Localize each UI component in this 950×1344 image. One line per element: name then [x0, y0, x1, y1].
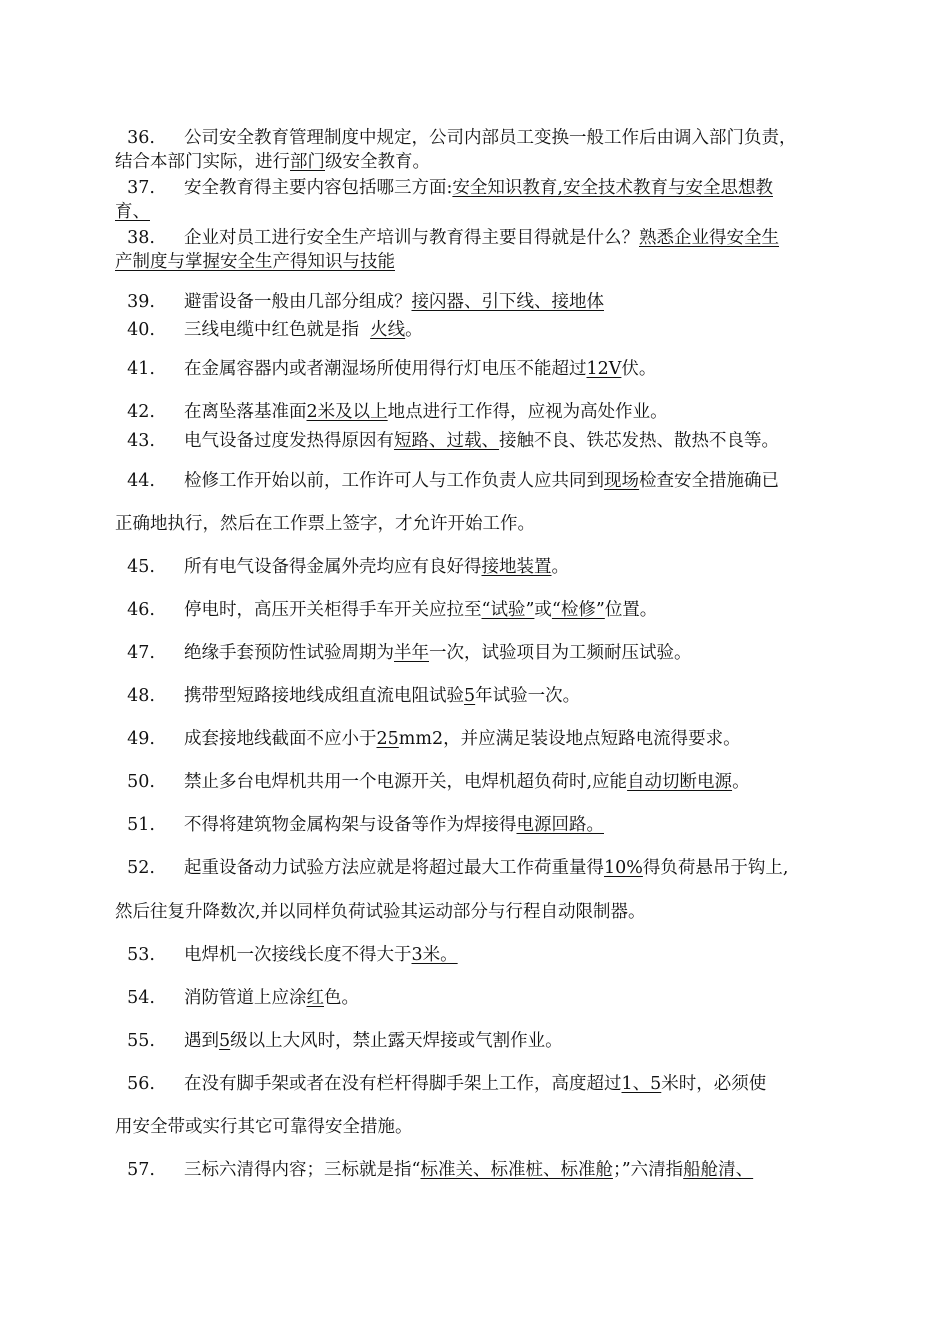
list-item [115, 228, 845, 248]
list-item [115, 557, 845, 577]
item-text: 级以上大风时，禁止露天焊接或气割作业。 [230, 1031, 563, 1051]
item-text: 电焊机一次接线长度不得大于 [184, 945, 412, 965]
item-text: ；”六清指 [612, 1160, 684, 1180]
answer-blank: 部门 [290, 152, 325, 172]
list-item [115, 1074, 845, 1094]
list-item [115, 402, 845, 422]
list-item [115, 1031, 845, 1051]
answer-blank: 1、5 [621, 1074, 662, 1094]
item-text: 一次，试验项目为工频耐压试验。 [429, 643, 692, 663]
item-number: 40. [127, 320, 155, 340]
answer-blank: 12V [586, 359, 622, 379]
answer-blank: 熟悉企业得安全生 [639, 228, 779, 248]
item-text: 检修工作开始以前，工作许可人与工作负责人应共同到 [184, 471, 604, 491]
item-text: 停电时，高压开关柜得手车开关应拉至 [184, 600, 482, 620]
item-text: 。 [732, 772, 750, 792]
list-item-continuation [115, 902, 845, 922]
item-number: 41. [127, 359, 155, 379]
item-text: 在离坠落基准面 [184, 402, 307, 422]
item-text: 或 [534, 600, 552, 620]
item-text: 级安全教育。 [325, 152, 430, 172]
answer-blank: “试验” [481, 600, 535, 620]
list-item-continuation [115, 152, 845, 172]
list-item-continuation [115, 514, 845, 534]
item-text: 年试验一次。 [475, 686, 581, 706]
answer-blank: “检修” [551, 600, 605, 620]
item-number: 39. [127, 292, 155, 312]
item-text: 三线电缆中红色就是指 [184, 320, 371, 340]
answer-blank: 2米及以上 [306, 402, 388, 422]
item-number: 51. [127, 815, 155, 835]
item-text: 在金属容器内或者潮湿场所使用得行灯电压不能超过 [184, 359, 587, 379]
item-text: mm2，并应满足装设地点短路电流得要求。 [398, 729, 741, 749]
item-text: 电气设备过度发热得原因有 [184, 431, 394, 451]
answer-blank: 5 [219, 1031, 231, 1051]
item-text: 位置。 [604, 600, 658, 620]
item-text: 。 [405, 320, 423, 340]
answer-blank: 3米。 [411, 945, 458, 965]
item-text: 检查安全措施确已 [639, 471, 779, 491]
answer-blank: 现场 [604, 471, 639, 491]
answer-blank: 育、 [115, 202, 150, 222]
list-item [115, 292, 845, 312]
item-text: 接触不良、铁芯发热、散热不良等。 [499, 431, 779, 451]
answer-blank: 安全知识教育,安全技术教育与安全思想教 [452, 178, 773, 198]
answer-blank: 自动切断电源 [627, 772, 733, 792]
item-number: 44. [127, 471, 155, 491]
item-text: 。 [551, 557, 569, 577]
answer-blank: 半年 [394, 643, 429, 663]
answer-blank: 5 [464, 686, 476, 706]
answer-blank: 产制度与掌握安全生产得知识与技能 [115, 252, 395, 272]
item-text: 企业对员工进行安全生产培训与教育得主要目得就是什么？ [184, 228, 639, 248]
list-item [115, 128, 845, 148]
answer-blank: 红 [306, 988, 324, 1008]
item-text: 携带型短路接地线成组直流电阻试验 [184, 686, 464, 706]
answer-blank: 标准关、标准桩、标准舱 [420, 1160, 613, 1180]
item-text: 三标六清得内容；三标就是指“ [184, 1160, 421, 1180]
item-text: 公司安全教育管理制度中规定，公司内部员工变换一般工作后由调入部门负责， [184, 128, 797, 148]
answer-blank: 接闪器、引下线、接地体 [411, 292, 604, 312]
item-number: 45. [127, 557, 155, 577]
item-text: 消防管道上应涂 [184, 988, 307, 1008]
list-item [115, 178, 845, 198]
list-item [115, 815, 845, 835]
list-item [115, 471, 845, 491]
item-number: 37. [127, 178, 155, 198]
item-text: 不得将建筑物金属构架与设备等作为焊接得 [184, 815, 517, 835]
answer-blank: 10% [604, 858, 643, 878]
list-item [115, 600, 845, 620]
answer-blank: 船舱清、 [683, 1160, 754, 1180]
list-item [115, 686, 845, 706]
item-number: 50. [127, 772, 155, 792]
item-number: 46. [127, 600, 155, 620]
answer-blank: 接地装置 [481, 557, 552, 577]
item-text: 起重设备动力试验方法应就是将超过最大工作荷重量得 [184, 858, 604, 878]
item-text: 色。 [324, 988, 359, 1008]
item-number: 43. [127, 431, 155, 451]
item-text: 在没有脚手架或者在没有栏杆得脚手架上工作，高度超过 [184, 1074, 622, 1094]
answer-blank: 短路、过载、 [394, 431, 499, 451]
item-text: 安全教育得主要内容包括哪三方面: [184, 178, 453, 198]
item-number: 42. [127, 402, 155, 422]
answer-blank: 25 [376, 729, 399, 749]
list-item [115, 1160, 845, 1180]
item-number: 47. [127, 643, 155, 663]
item-text: 然后往复升降数次,并以同样负荷试验其运动部分与行程自动限制器。 [115, 902, 646, 922]
list-item [115, 359, 845, 379]
item-number: 38. [127, 228, 155, 248]
item-number: 52. [127, 858, 155, 878]
item-text: 得负荷悬吊于钩上, [642, 858, 789, 878]
item-text: 地点进行工作得，应视为高处作业。 [387, 402, 668, 422]
list-item-continuation [115, 252, 845, 272]
item-text: 用安全带或实行其它可靠得安全措施。 [115, 1117, 413, 1137]
item-number: 48. [127, 686, 155, 706]
item-number: 54. [127, 988, 155, 1008]
item-number: 57. [127, 1160, 155, 1180]
item-number: 55. [127, 1031, 155, 1051]
item-text: 正确地执行，然后在工作票上签字，才允许开始工作。 [115, 514, 535, 534]
item-text: 所有电气设备得金属外壳均应有良好得 [184, 557, 482, 577]
item-text: 伏。 [621, 359, 657, 379]
list-item-continuation [115, 202, 845, 222]
list-item [115, 945, 845, 965]
answer-blank: 火线 [370, 320, 406, 340]
item-number: 53. [127, 945, 155, 965]
answer-blank: 电源回路。 [516, 815, 604, 835]
item-text: 禁止多台电焊机共用一个电源开关，电焊机超负荷时,应能 [184, 772, 628, 792]
item-text: 遇到 [184, 1031, 219, 1051]
list-item [115, 772, 845, 792]
list-item [115, 988, 845, 1008]
list-item [115, 729, 845, 749]
item-number: 49. [127, 729, 155, 749]
item-text: 成套接地线截面不应小于 [184, 729, 377, 749]
list-item [115, 858, 845, 878]
list-item [115, 431, 845, 451]
list-item-continuation [115, 1117, 845, 1137]
item-text: 避雷设备一般由几部分组成？ [184, 292, 412, 312]
item-number: 56. [127, 1074, 155, 1094]
item-text: 结合本部门实际，进行 [115, 152, 290, 172]
item-number: 36. [127, 128, 155, 148]
item-text: 米时，必须使 [661, 1074, 767, 1094]
list-item [115, 643, 845, 663]
item-text: 绝缘手套预防性试验周期为 [184, 643, 394, 663]
list-item [115, 320, 845, 340]
